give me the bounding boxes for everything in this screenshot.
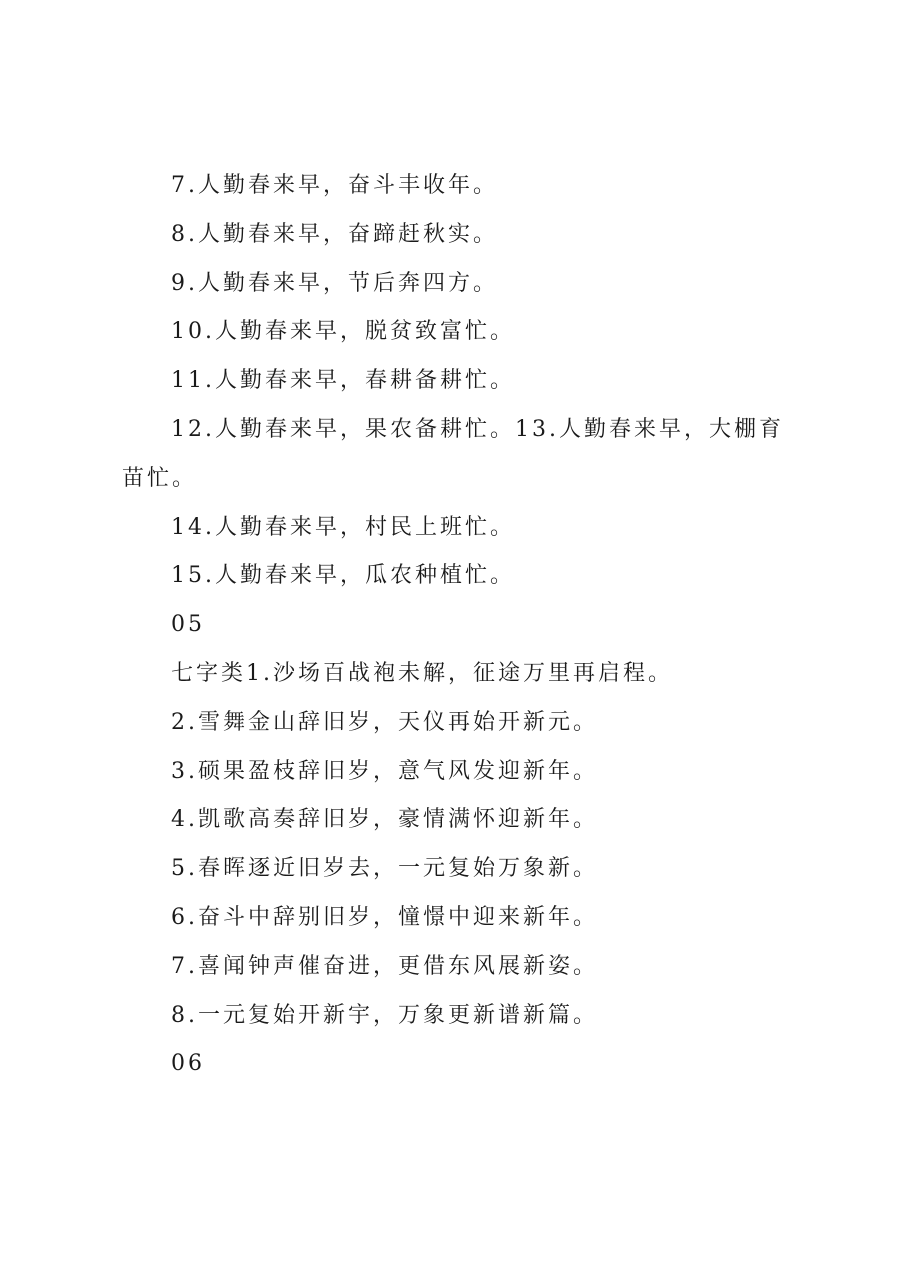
paragraph: 12.人勤春来早，果农备耕忙。13.人勤春来早，大棚育苗忙。	[122, 416, 784, 491]
paragraph: 2.雪舞金山辞旧岁，天仪再始开新元。	[171, 709, 598, 735]
paragraph: 7.人勤春来早，奋斗丰收年。	[171, 173, 498, 198]
paragraph: 9.人勤春来早，节后奔四方。	[171, 270, 498, 296]
paragraph: 7.喜闻钟声催奋进，更借东风展新姿。	[171, 953, 598, 979]
paragraph: 15.人勤春来早，瓜农种植忙。	[171, 563, 515, 589]
section-number: 05	[171, 612, 205, 638]
document-body	[122, 162, 802, 1089]
paragraph: 11.人勤春来早，春耕备耕忙。	[171, 368, 515, 394]
paragraph: 6.奋斗中辞别旧岁，憧憬中迎来新年。	[171, 904, 598, 930]
paragraph: 5.春晖逐近旧岁去，一元复始万象新。	[171, 856, 598, 882]
paragraph: 14.人勤春来早，村民上班忙。	[171, 514, 515, 540]
paragraph: 七字类1.沙场百战袍未解，征途万里再启程。	[171, 660, 673, 686]
paragraph: 4.凯歌高奏辞旧岁，豪情满怀迎新年。	[171, 807, 598, 833]
paragraph: 3.硕果盈枝辞旧岁，意气风发迎新年。	[171, 758, 598, 784]
paragraph: 10.人勤春来早，脱贫致富忙。	[171, 319, 515, 345]
paragraph: 8.一元复始开新宇，万象更新谱新篇。	[171, 1002, 598, 1028]
section-number: 06	[171, 1051, 205, 1077]
paragraph: 8.人勤春来早，奋蹄赶秋实。	[171, 221, 498, 247]
